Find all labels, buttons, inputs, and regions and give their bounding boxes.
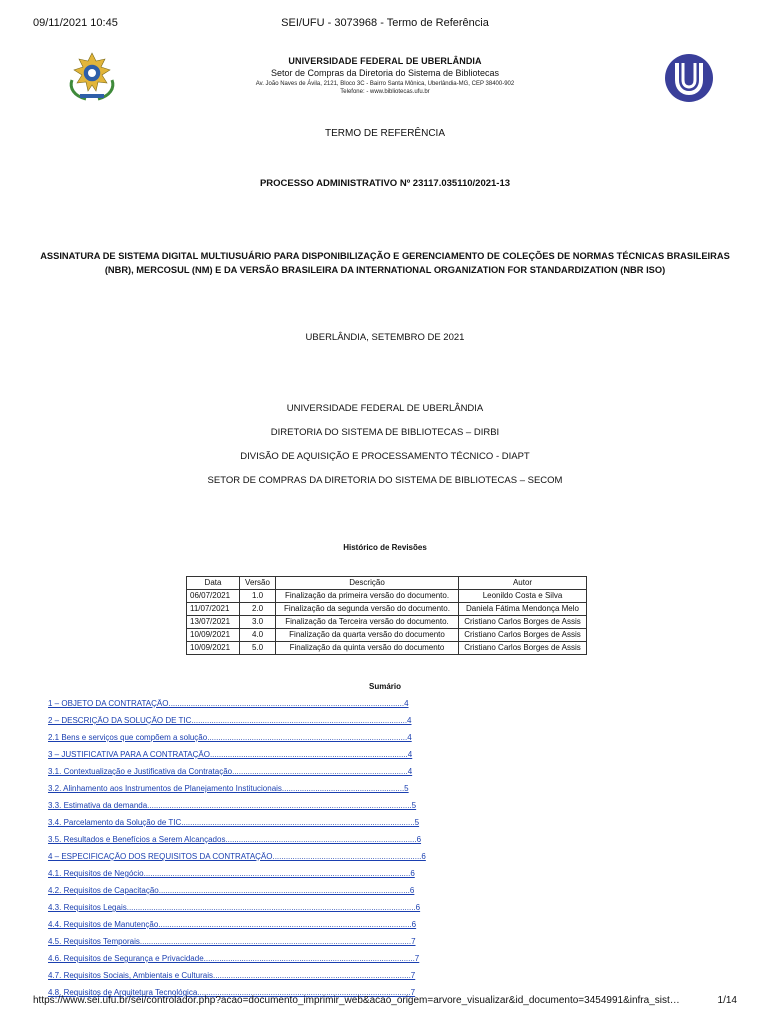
org-line: UNIVERSIDADE FEDERAL DE UBERLÂNDIA (286, 403, 484, 414)
subject-line: ASSINATURA DE SISTEMA DIGITAL MULTIUSUÁRIO PARA DISPONIBILIZAÇÃO E GERENCIAMENTO DE COLEÇÕES DE NORMAS TÉCNICAS BRASILEIRAS (40, 251, 730, 261)
table-row (187, 603, 587, 616)
table-cell: Daniela Fátima Mendonça Melo (459, 603, 587, 616)
toc-link[interactable]: 3.4. Parcelamento da Solução de TIC.........................................................................................................5 (48, 818, 420, 827)
table-cell: Finalização da primeira versão do documento. (276, 590, 459, 603)
toc-link[interactable]: 2.1 Bens e serviços que compõem a solução..........................................................................................4 (48, 733, 412, 742)
table-cell: Cristiano Carlos Borges de Assis (459, 642, 587, 655)
table-row (187, 616, 587, 629)
subject-line: (NBR), MERCOSUL (NM) E DA VERSÃO BRASILEIRA DA INTERNATIONAL ORGANIZATION FOR STANDARDIZATION (NBR ISO) (104, 265, 666, 275)
org-line: DIVISÃO DE AQUISIÇÃO E PROCESSAMENTO TÉCNICO - DIAPT (240, 451, 530, 462)
toc-link[interactable]: 4.4. Requisitos de Manutenção..................................................................................................................6 (48, 920, 417, 929)
institution-sector: Setor de Compras da Diretoria do Sistema de Bibliotecas (270, 68, 500, 78)
org-line: SETOR DE COMPRAS DA DIRETORIA DO SISTEMA DE BIBLIOTECAS – SECOM (207, 475, 563, 486)
print-datetime: 09/11/2021 10:45 (33, 17, 118, 29)
org-line: DIRETORIA DO SISTEMA DE BIBLIOTECAS – DIRBI (270, 427, 500, 438)
table-cell: Finalização da segunda versão do documento. (276, 603, 459, 616)
brazil-coat-of-arms-icon (66, 52, 118, 102)
toc-link[interactable]: 4.2. Requisitos de Capacitação.................................................................................................................6 (48, 886, 415, 895)
institution-address: Av. João Naves de Ávila, 2121, Bloco 3C - Bairro Santa Mônica, Uberlândia-MG, CEP 38400-902 (255, 81, 515, 87)
revision-history-title: Histórico de Revisões (343, 543, 427, 552)
column-header: Descrição (276, 577, 459, 590)
column-header: Autor (459, 577, 587, 590)
table-cell: 10/09/2021 (187, 642, 240, 655)
toc-link[interactable]: 2 – DESCRIÇÃO DA SOLUÇÃO DE TIC.................................................................................................4 (48, 716, 412, 725)
table-cell: Leonildo Costa e Silva (459, 590, 587, 603)
toc-link[interactable]: 4.1. Requisitos de Negócio........................................................................................................................6 (48, 869, 415, 878)
table-cell: 1.0 (240, 590, 276, 603)
toc-link[interactable]: 3.1. Contextualização e Justificativa da Contratação...............................................................................4 (48, 767, 413, 776)
page-number: 1/14 (717, 995, 737, 1006)
print-footer (33, 995, 737, 1009)
institution-name: UNIVERSIDADE FEDERAL DE UBERLÂNDIA (288, 56, 482, 66)
table-cell: Finalização da Terceira versão do documento. (276, 616, 459, 629)
table-header-row (187, 577, 587, 590)
table-of-contents (48, 699, 468, 1005)
place-date: UBERLÂNDIA, SETEMBRO DE 2021 (305, 332, 465, 343)
table-row (187, 642, 587, 655)
print-header (33, 17, 737, 31)
table-cell: 10/09/2021 (187, 629, 240, 642)
table-cell: 13/07/2021 (187, 616, 240, 629)
table-cell: Cristiano Carlos Borges de Assis (459, 616, 587, 629)
table-cell: 11/07/2021 (187, 603, 240, 616)
column-header: Versão (240, 577, 276, 590)
table-cell: 06/07/2021 (187, 590, 240, 603)
toc-link[interactable]: 3.5. Resultados e Benefícios a Serem Alcançados......................................................................................6 (48, 835, 422, 844)
institution-header (150, 56, 620, 95)
document-title: TERMO DE REFERÊNCIA (324, 128, 445, 139)
document-subject (40, 249, 730, 277)
column-header: Data (187, 577, 240, 590)
table-cell: Cristiano Carlos Borges de Assis (459, 629, 587, 642)
print-page-title: SEI/UFU - 3073968 - Termo de Referência (281, 17, 489, 29)
print-url: https://www.sei.ufu.br/sei/controlador.php?acao=documento_imprimir_web&acao_origem=arvore_visualizar&id_documento=3454991&infra_sist… (33, 995, 680, 1006)
toc-link[interactable]: 4.7. Requisitos Sociais, Ambientais e Culturais.........................................................................................7 (48, 971, 416, 980)
table-cell: Finalização da quinta versão do documento (276, 642, 459, 655)
toc-link[interactable]: 4.3. Requisitos Legais..................................................................................................................................6 (48, 903, 421, 912)
table-row (187, 629, 587, 642)
toc-link[interactable]: 3 – JUSTIFICATIVA PARA A CONTRATAÇÃO.........................................................................................4 (48, 750, 413, 759)
table-row (187, 590, 587, 603)
table-cell: 2.0 (240, 603, 276, 616)
toc-link[interactable]: 3.3. Estimativa da demanda.......................................................................................................................5 (48, 801, 417, 810)
toc-link[interactable]: 1 – OBJETO DA CONTRATAÇÃO..........................................................................................................4 (48, 699, 409, 708)
table-cell: 4.0 (240, 629, 276, 642)
revision-history-table (186, 576, 587, 655)
toc-link[interactable]: 4.6. Requisitos de Segurança e Privacidade...............................................................................................7 (48, 954, 420, 963)
toc-link[interactable]: 3.2. Alinhamento aos Instrumentos de Planejamento Institucionais.......................................................5 (48, 784, 409, 793)
institution-phone: Telefone: - www.bibliotecas.ufu.br (340, 89, 430, 95)
table-cell: 3.0 (240, 616, 276, 629)
toc-link[interactable]: 4 – ESPECIFICAÇÃO DOS REQUISITOS DA CONTRATAÇÃO...................................................................6 (48, 852, 426, 861)
toc-link[interactable]: 4.5. Requisitos Temporais..........................................................................................................................7 (48, 937, 416, 946)
toc-link[interactable]: 4.8. Requisitos de Arquitetura Tecnológica................................................................................................7 (48, 988, 416, 997)
table-cell: Finalização da quarta versão do documento (276, 629, 459, 642)
process-number: PROCESSO ADMINISTRATIVO Nº 23117.035110/2021-13 (259, 178, 511, 189)
ufu-logo-icon (664, 53, 714, 103)
table-cell: 5.0 (240, 642, 276, 655)
toc-title: Sumário (368, 682, 401, 691)
